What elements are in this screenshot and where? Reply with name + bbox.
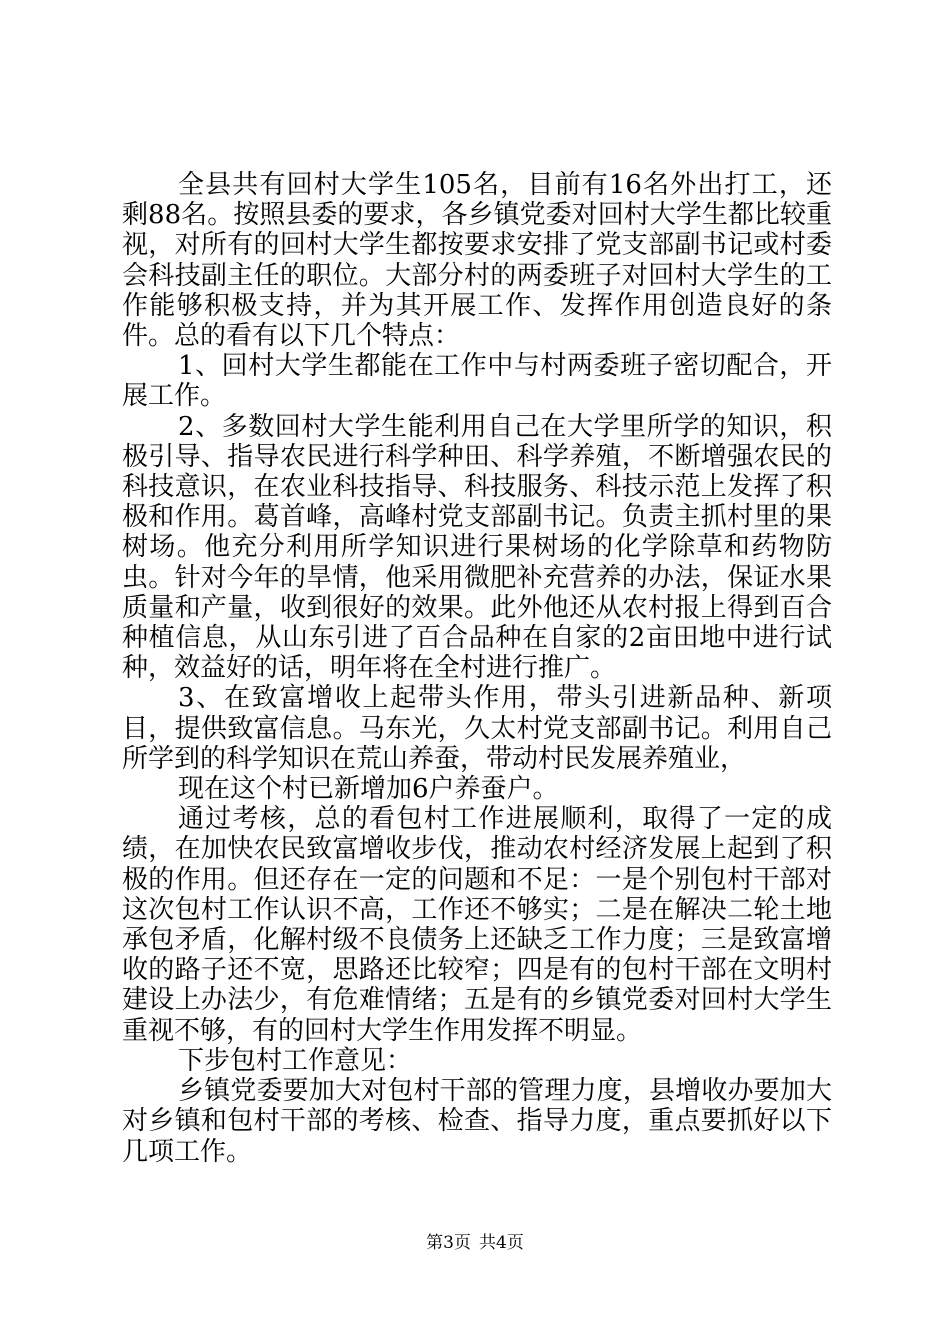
paragraph-feature-1: 1、回村大学生都能在工作中与村两委班子密切配合，开展工作。 (122, 351, 832, 412)
page-footer (0, 1228, 950, 1253)
paragraph-assessment: 通过考核，总的看包村工作进展顺利，取得了一定的成绩，在加快农民致富增收步伐，推动农村经济发展上起到了积极的作用。但还存在一定的问题和不足：一是个别包村干部对这次包村工作认识不高，工作还不够实；二是在解决二轮土地承包矛盾，化解村级不良债务上还缺乏工作力度；三是致富增收的路子还不宽，思路还比较窄；四是有的包村干部在文明村建设上办法少，有危难情绪；五是有的乡镇党委对回村大学生重视不够，有的回村大学生作用发挥不明显。 (122, 804, 832, 1046)
paragraph-next-steps: 乡镇党委要加大对包村干部的管理力度，县增收办要加大对乡镇和包村干部的考核、检查、指导力度，重点要抓好以下几项工作。 (122, 1076, 832, 1167)
document-body (122, 170, 832, 1167)
paragraph-next-steps-heading: 下步包村工作意见： (178, 1045, 413, 1076)
paragraph-feature-3-continued: 现在这个村已新增加6户养蚕户。 (178, 774, 559, 805)
paragraph-feature-2: 2、多数回村大学生能利用自己在大学里所学的知识，积极引导、指导农民进行科学种田、科学养殖，不断增强农民的科技意识，在农业科技指导、科技服务、科技示范上发挥了积极和作用。葛首峰，高峰村党支部副书记。负责主抓村里的果树场。他充分利用所学知识进行果树场的化学除草和药物防虫。针对今年的旱情，他采用微肥补充营养的办法，保证水果质量和产量，收到很好的效果。此外他还从农村报上得到百合种植信息，从山东引进了百合品种在自家的2亩田地中进行试种，效益好的话，明年将在全村进行推广。 (122, 411, 832, 684)
page-number: 第3页 (426, 1233, 471, 1253)
paragraph-feature-3: 3、在致富增收上起带头作用，带头引进新品种、新项目，提供致富信息。马东光，久太村党支部副书记。利用自己所学到的科学知识在荒山养蚕，带动村民发展养殖业， (122, 683, 832, 774)
paragraph-overview: 全县共有回村大学生105名，目前有16名外出打工，还剩88名。按照县委的要求，各乡镇党委对回村大学生都比较重视，对所有的回村大学生都按要求安排了党支部副书记或村委会科技副主任的职位。大部分村的两委班子对回村大学生的工作能够积极支持，并为其开展工作、发挥作用创造良好的条件。总的看有以下几个特点： (122, 170, 832, 352)
page-total: 共4页 (479, 1233, 524, 1253)
